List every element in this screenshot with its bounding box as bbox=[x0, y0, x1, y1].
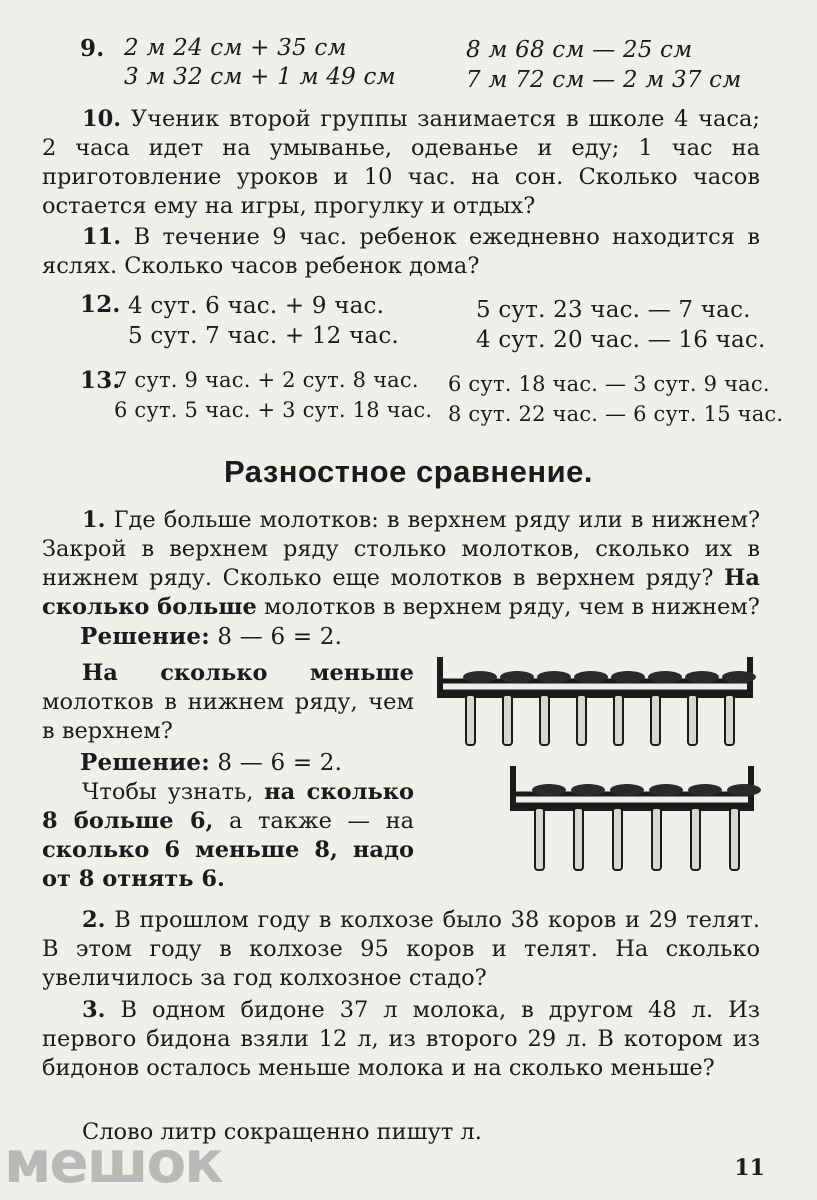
section-title: Разностное сравнение. bbox=[223, 454, 594, 489]
hammer-icon bbox=[727, 784, 761, 870]
ex12-left-2: 5 сут. 7 час. + 12 час. bbox=[128, 323, 399, 349]
s1-number: 1. bbox=[82, 507, 106, 533]
s1-paragraph bbox=[42, 506, 760, 622]
ex10-text: Ученик второй группы занимается в школе 4 часа; 2 часа идет на умыванье, одеванье и еду; 1 час на приготовление уроков и 10 час. на сон. Сколько часов остается ему на игры, прогулку и отдых? bbox=[42, 106, 760, 219]
ex9-left-2: 3 м 32 см + 1 м 49 см bbox=[124, 64, 396, 90]
ex9-right-2: 7 м 72 см — 2 м 37 см bbox=[466, 67, 742, 93]
s1-solution bbox=[80, 622, 342, 652]
hammer-icon bbox=[688, 784, 722, 870]
s1-rule-text-1: Чтобы узнать, bbox=[82, 779, 254, 805]
s1-solution-2-label: Решение: bbox=[80, 749, 210, 776]
s1-q2-text: молотков в нижнем ряду, чем в верхнем? bbox=[42, 689, 414, 744]
hammer-icon bbox=[610, 784, 644, 870]
s1-rule-text-2: а также — на bbox=[228, 808, 414, 834]
hammer-icon bbox=[649, 784, 683, 870]
s1-rule-bold-1: на сколько 8 больше 6, bbox=[42, 779, 415, 834]
ex10-number: 10. bbox=[82, 106, 122, 132]
ex12-left-1: 4 сут. 6 час. + 9 час. bbox=[128, 293, 385, 319]
s1-solution-label: Решение: bbox=[80, 623, 210, 650]
page-number: 11 bbox=[734, 1155, 765, 1181]
ex13-left-2: 6 сут. 5 час. + 3 сут. 18 час. bbox=[114, 398, 433, 422]
ex9-right-1: 8 м 68 см — 25 см bbox=[466, 37, 693, 63]
s1-solution-expr: 8 — 6 = 2. bbox=[217, 624, 343, 650]
ex11-text: В течение 9 час. ребенок ежедневно находится в яслях. Сколько часов ребенок дома? bbox=[42, 224, 761, 279]
s1-rule bbox=[42, 778, 414, 894]
s1-rule-bold-2: сколько 6 меньше 8, надо от 8 отнять 6. bbox=[42, 837, 414, 892]
s1-text-a: Где больше молотков: в верхнем ряду или в нижнем? Закрой в верхнем ряду столько молотков, сколько их в нижнем ряду. Сколько еще молотков в верхнем ряду? bbox=[42, 507, 761, 591]
ex9-left-1: 2 м 24 см + 35 см bbox=[124, 35, 347, 61]
s3-paragraph bbox=[42, 996, 760, 1083]
s3-number: 3. bbox=[82, 997, 106, 1023]
ex11-paragraph bbox=[42, 223, 760, 281]
ex9-number: 9. bbox=[80, 35, 105, 62]
s1-solution-2-expr: 8 — 6 = 2. bbox=[217, 750, 343, 776]
watermark-logo: мешок bbox=[4, 1128, 222, 1196]
ex13-right-1: 6 сут. 18 час. — 3 сут. 9 час. bbox=[448, 372, 770, 396]
hammer-rack-top-illustration bbox=[430, 645, 765, 755]
note-text: Слово литр сокращенно пишут л. bbox=[82, 1119, 482, 1145]
s2-paragraph bbox=[42, 906, 760, 993]
ex12-number: 12. bbox=[80, 291, 121, 318]
s1-q2-bold: На сколько меньше bbox=[82, 660, 414, 686]
ex10-paragraph bbox=[42, 105, 760, 221]
hammer-rack-bottom-illustration bbox=[505, 760, 765, 880]
s2-text: В прошлом году в колхозе было 38 коров и 29 телят. В этом году в колхозе 95 коров и телят. На сколько увеличилось за год колхозное стадо? bbox=[42, 907, 760, 991]
ex13-right-2: 8 сут. 22 час. — 6 сут. 15 час. bbox=[448, 402, 784, 426]
ex11-number: 11. bbox=[82, 224, 122, 250]
ex12-right-1: 5 сут. 23 час. — 7 час. bbox=[476, 297, 751, 323]
hammer-icon bbox=[571, 784, 605, 870]
s3-text: В одном бидоне 37 л молока, в другом 48 л. Из первого бидона взяли 12 л, из второго 29 л. В котором из бидонов осталось меньше молока и на сколько меньше? bbox=[42, 997, 760, 1081]
s1-question-2 bbox=[42, 659, 414, 746]
s1-solution-2 bbox=[80, 748, 342, 778]
ex12-right-2: 4 сут. 20 час. — 16 час. bbox=[476, 327, 766, 353]
ex13-left-1: 7 сут. 9 час. + 2 сут. 8 час. bbox=[114, 368, 419, 392]
s2-number: 2. bbox=[82, 907, 106, 933]
s1-bold-a: На сколько больше bbox=[42, 565, 760, 620]
s1-text-b: молотков в верхнем ряду, чем в нижнем? bbox=[263, 594, 760, 620]
ex13-number: 13. bbox=[80, 367, 121, 394]
hammer-icon bbox=[532, 784, 566, 870]
